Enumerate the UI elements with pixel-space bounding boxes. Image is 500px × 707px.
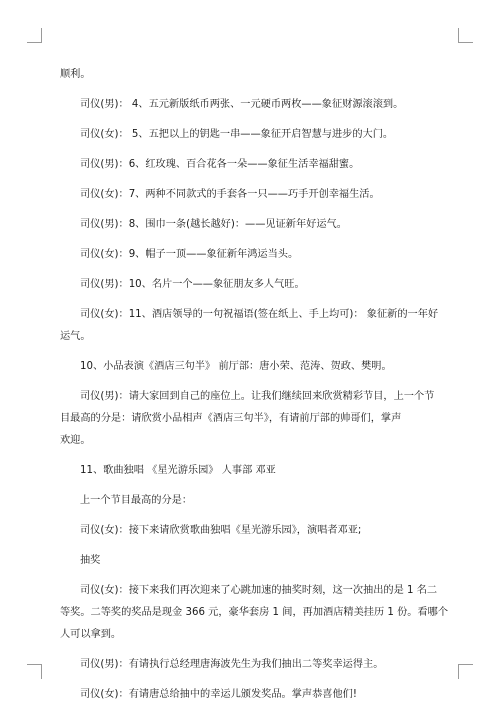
paragraph-line: 司仪(男)：8、围巾一条(越长越好)：——见证新年好运气。 bbox=[80, 219, 347, 230]
paragraph-line: 运气。 bbox=[60, 331, 91, 342]
paragraph-line: 司仪(女)：7、两种不同款式的手套各一只——巧手开创幸福生活。 bbox=[80, 189, 380, 200]
paragraph-line: 司仪(女)：接下来请欣赏歌曲独唱《星光游乐园》，演唱者邓亚; bbox=[80, 525, 362, 536]
paragraph-line: 目最高的分是：请欣赏小品相声《酒店三句半》，有请前厅部的帅哥们，掌声 bbox=[60, 413, 402, 424]
paragraph-line: 司仪(男)： 4、五元新版纸币两张、一元硬币两枚——象征财源滚滚到。 bbox=[80, 99, 404, 110]
paragraph-gap bbox=[60, 542, 440, 550]
paragraph-gap bbox=[60, 646, 440, 654]
paragraph-line: 司仪(女)：9、帽子一顶——象征新年鸿运当头。 bbox=[80, 249, 299, 260]
paragraph-gap bbox=[60, 206, 440, 214]
paragraph-line: 顺利。 bbox=[60, 69, 91, 80]
paragraph-gap bbox=[60, 348, 440, 356]
crop-mark-top-left bbox=[27, 28, 42, 43]
paragraph-line: 11、歌曲独唱 《星光游乐园》 人事部 邓亚 bbox=[80, 465, 276, 476]
paragraph-line: 司仪(男)：请大家回到自己的座位上。让我们继续回来欣赏精彩节目，上一个节 bbox=[80, 391, 435, 402]
paragraph-gap bbox=[60, 236, 440, 244]
paragraph-line: 人可以拿到。 bbox=[60, 629, 122, 640]
crop-mark-bottom-left bbox=[27, 664, 42, 679]
paragraph-line: 欢迎。 bbox=[60, 435, 91, 446]
paragraph-gap bbox=[60, 512, 440, 520]
paragraph-gap bbox=[60, 676, 440, 684]
paragraph-gap bbox=[60, 482, 440, 490]
paragraph-gap bbox=[60, 86, 440, 94]
paragraph-gap bbox=[60, 296, 440, 304]
paragraph-line: 司仪(男)：6、红玫瑰、百合花各一朵——象征生活幸福甜蜜。 bbox=[80, 159, 360, 170]
paragraph-gap bbox=[60, 572, 440, 580]
paragraph-line: 司仪(女)：接下来我们再次迎来了心跳加速的抽奖时刻，这一次抽出的是 1 名二 bbox=[80, 585, 438, 596]
paragraph-line: 10、小品表演《酒店三句半》 前厅部：唐小荣、范涛、贺政、樊明。 bbox=[80, 361, 392, 372]
paragraph-line: 司仪(女)：有请唐总给抽中的幸运儿颁发奖品。掌声恭喜他们! bbox=[80, 689, 357, 700]
crop-mark-bottom-right bbox=[458, 664, 473, 679]
paragraph-line: 司仪(女)：11、酒店领导的一句祝福语(签在纸上、手上均可)： 象征新的一年好 bbox=[80, 309, 439, 320]
paragraph-line: 抽奖 bbox=[80, 555, 101, 566]
paragraph-gap bbox=[60, 116, 440, 124]
paragraph-line: 司仪(男)：有请执行总经理唐海波先生为我们抽出二等奖幸运得主。 bbox=[80, 659, 384, 670]
paragraph-line: 上一个节目最高的分是： bbox=[80, 495, 193, 506]
paragraph-gap bbox=[60, 266, 440, 274]
paragraph-line: 司仪(男)：10、名片一个——象征朋友多人气旺。 bbox=[80, 279, 305, 290]
crop-mark-top-right bbox=[458, 28, 473, 43]
paragraph-line: 司仪(女)： 5、五把以上的钥匙一串——象征开启智慧与进步的大门。 bbox=[80, 129, 394, 140]
paragraph-gap bbox=[60, 176, 440, 184]
document-body bbox=[60, 64, 449, 706]
paragraph-gap bbox=[60, 452, 440, 460]
paragraph-gap bbox=[60, 146, 440, 154]
paragraph-line: 等奖。二等奖的奖品是现金 366 元，豪华套房 1 间，再加酒店精美挂历 1 份。看哪个 bbox=[60, 607, 449, 618]
paragraph-gap bbox=[60, 378, 440, 386]
